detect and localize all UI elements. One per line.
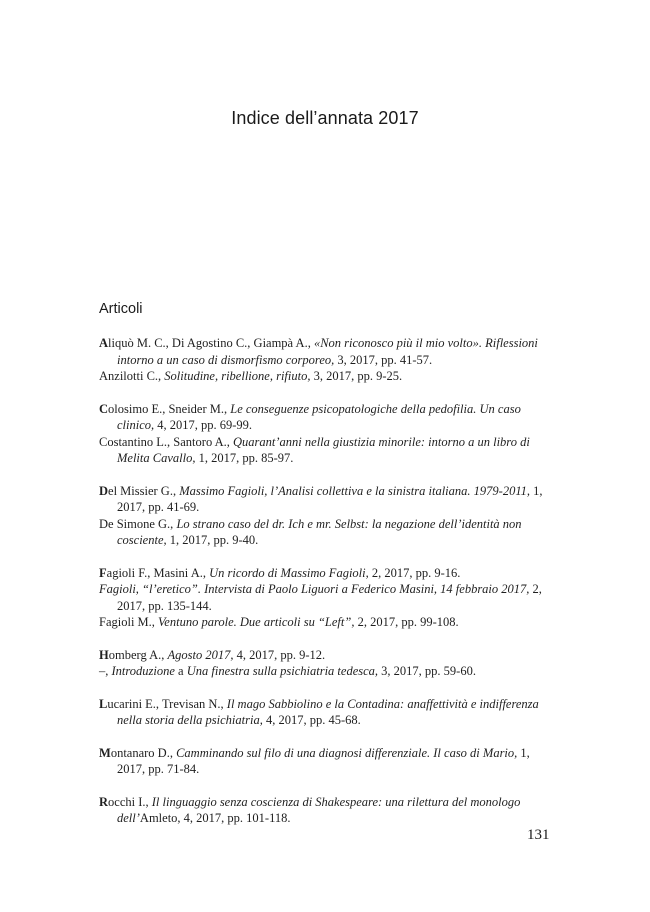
- entry-authors: Anzilotti C.,: [99, 369, 165, 383]
- entry-reference: 1, 2017, pp. 9-40.: [166, 533, 259, 547]
- entry-authors: Fagioli M.,: [99, 615, 159, 629]
- index-entry: [99, 794, 551, 827]
- entry-title: «Non riconosco più il mio volto». Riflessioni intorno a un caso di dismorfismo corporeo,: [117, 336, 538, 367]
- entry-title: Agosto 2017,: [167, 647, 234, 662]
- entry-initial: M: [99, 745, 111, 760]
- entry-authors: el Missier G.,: [108, 483, 180, 498]
- index-entry: [99, 647, 551, 664]
- entry-initial: C: [99, 401, 109, 416]
- page-title: Indice dell’annata 2017: [231, 108, 419, 128]
- entry-title: Massimo Fagioli, l’Analisi collettiva e la sinistra italiana. 1979-2011,: [179, 483, 531, 498]
- entry-reference: 4, 2017, pp. 9-12.: [233, 647, 326, 662]
- entry-authors: De Simone G.,: [99, 516, 177, 531]
- entry-reference: 2, 2017, pp. 135-144.: [117, 582, 542, 613]
- entry-title: Introduzione: [111, 664, 175, 678]
- index-entry: [99, 663, 551, 680]
- entry-initial: R: [99, 794, 109, 809]
- entry-reference: 4, 2017, pp. 69-99.: [154, 418, 253, 432]
- index-entry: [99, 565, 551, 582]
- entry-title: Il mago Sabbiolino e la Contadina: anaffettività e indifferenza nella storia della psichiatria,: [117, 696, 539, 727]
- index-entry: [99, 368, 551, 385]
- entry-reference: 4, 2017, pp. 45-68.: [262, 713, 361, 727]
- entry-authors: agioli F., Masini A.,: [106, 565, 210, 580]
- entry-authors: olosimo E., Sneider M.,: [108, 401, 231, 416]
- entry-reference: 1, 2017, pp. 41-69.: [117, 483, 543, 514]
- entry-authors: ontanaro D.,: [110, 745, 177, 760]
- page-number: 131: [527, 827, 550, 843]
- index-group-a: [99, 335, 551, 385]
- entry-title: Lo strano caso del dr. Ich e mr. Selbst: la negazione dell’identità non cosciente,: [117, 516, 522, 547]
- entry-initial: A: [99, 336, 109, 350]
- entry-reference: 2, 2017, pp. 99-108.: [354, 615, 459, 629]
- index-entry: [99, 696, 551, 729]
- index-group-f: [99, 565, 551, 631]
- index-entry: [99, 581, 551, 614]
- entry-authors: ucarini E., Trevisan N.,: [107, 696, 227, 711]
- entry-reference: 3, 2017, pp. 9-25.: [310, 369, 403, 383]
- entry-reference: 3, 2017, pp. 59-60.: [378, 664, 476, 678]
- entry-reference: 1, 2017, pp. 85-97.: [195, 451, 294, 465]
- index-group-l: [99, 696, 551, 729]
- entry-title: Ventuno parole. Due articoli su “Left”,: [158, 615, 355, 629]
- index-entries: [99, 335, 551, 843]
- entry-title: Le conseguenze psicopatologiche della pedofilia. Un caso clinico,: [117, 401, 521, 432]
- index-group-c: [99, 401, 551, 467]
- entry-connector: a: [174, 664, 187, 678]
- entry-reference: Amleto, 4, 2017, pp. 101-118.: [139, 811, 291, 825]
- entry-reference: 3, 2017, pp. 41-57.: [334, 352, 433, 367]
- index-entry: [99, 434, 551, 467]
- index-entry: [99, 483, 551, 516]
- entry-authors: occhi I.,: [108, 794, 152, 809]
- index-entry: [99, 401, 551, 434]
- entry-authors: liquò M. C., Di Agostino C., Giampà A.,: [108, 336, 314, 350]
- index-group-r: [99, 794, 551, 827]
- entry-title: Il linguaggio senza coscienza di Shakespeare: una rilettura del monologo dell’: [117, 794, 521, 825]
- entry-title: Solitudine, ribellione, rifiuto,: [164, 369, 311, 383]
- entry-initial: H: [99, 647, 109, 662]
- entry-authors: omberg A.,: [108, 647, 168, 662]
- index-group-h: [99, 647, 551, 680]
- index-group-m: [99, 745, 551, 778]
- entry-reference: 2, 2017, pp. 9-16.: [368, 565, 461, 580]
- entry-title: Quarant’anni nella giustizia minorile: intorno a un libro di Melita Cavallo,: [117, 434, 530, 465]
- index-entry: [99, 745, 551, 778]
- entry-authors: –,: [99, 664, 112, 678]
- index-entry: [99, 516, 551, 549]
- entry-title: Camminando sul filo di una diagnosi differenziale. Il caso di Mario,: [176, 745, 518, 760]
- entry-initial: L: [99, 696, 108, 711]
- entry-title: Un ricordo di Massimo Fagioli,: [209, 565, 369, 580]
- index-group-d: [99, 483, 551, 549]
- entry-authors: Costantino L., Santoro A.,: [99, 434, 234, 449]
- entry-title-secondary: Una finestra sulla psichiatria tedesca,: [186, 664, 379, 678]
- index-entry: [99, 614, 551, 631]
- entry-title: Fagioli, “l’eretico”. Intervista di Paolo Liguori a Federico Masini, 14 febbraio 2017,: [99, 582, 530, 596]
- entry-initial: D: [99, 483, 109, 498]
- index-entry: [99, 335, 551, 368]
- entry-initial: F: [99, 565, 107, 580]
- section-heading: Articoli: [99, 301, 143, 317]
- entry-reference: 1, 2017, pp. 71-84.: [117, 745, 530, 776]
